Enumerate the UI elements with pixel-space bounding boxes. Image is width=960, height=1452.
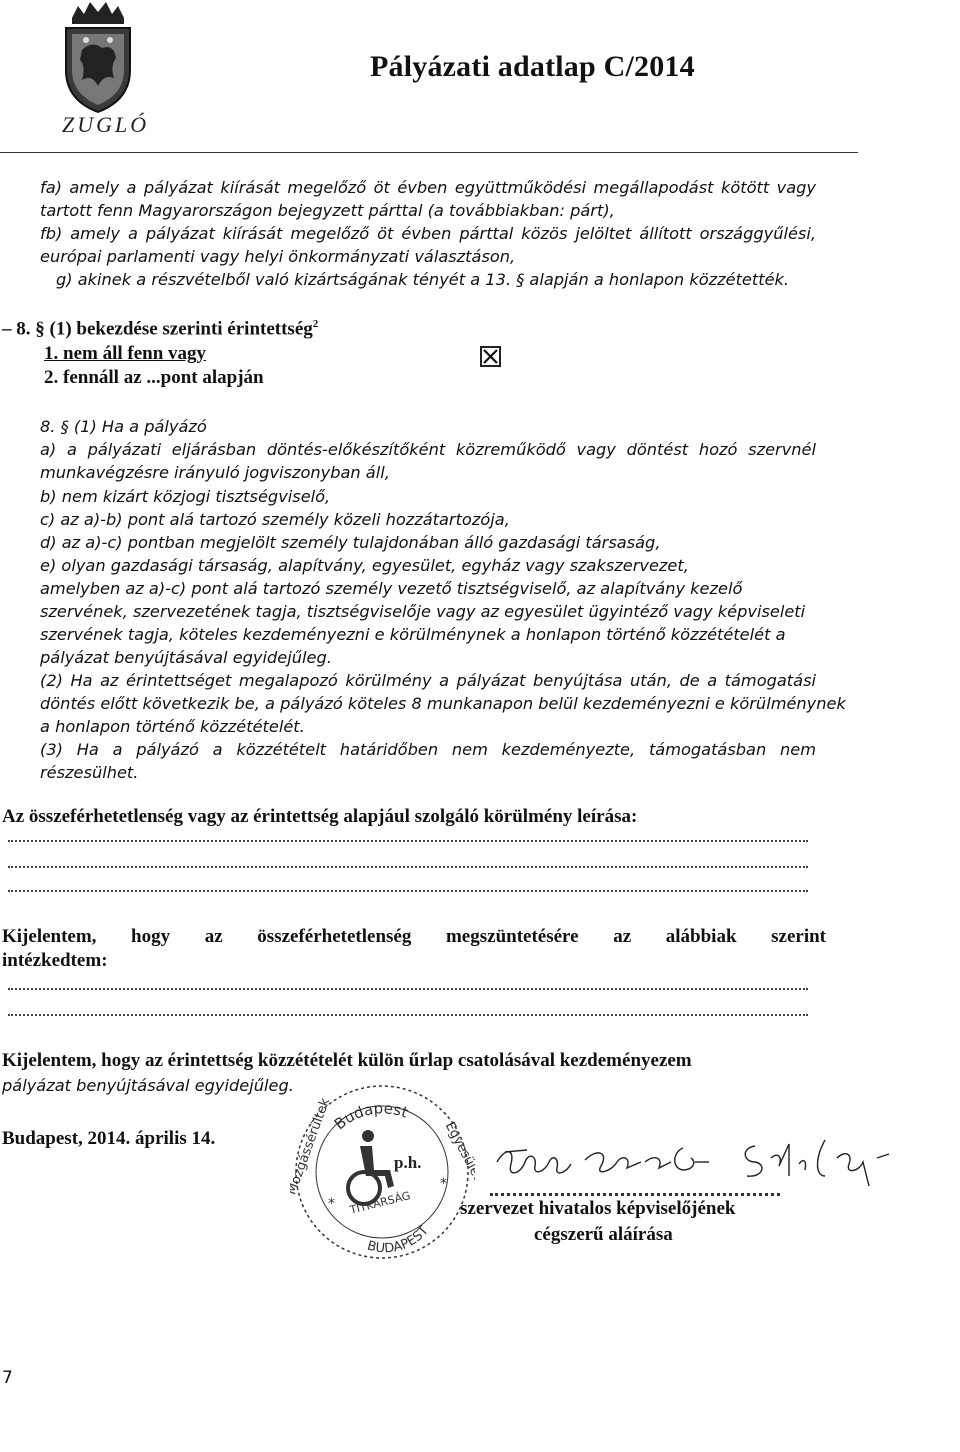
law-line: b) nem kizárt közjogi tisztségviselő,: [40, 487, 331, 506]
stamp-right-text: Egyesülete: [441, 1119, 475, 1191]
coat-of-arms-icon: [52, 0, 150, 140]
wheelchair-icon: [348, 1130, 394, 1204]
law-line: 8. § (1) Ha a pályázó: [40, 417, 207, 436]
stamp-star: *: [328, 1196, 335, 1212]
stamp-left-text: Mozgássérültek: [290, 1096, 334, 1197]
signature-caption-line1: szervezet hivatalos képviselőjének: [460, 1198, 736, 1219]
law-line: (2) Ha az érintettséget megalapozó körülmény a pályázat benyújtása után, de a támogatási: [40, 671, 816, 690]
dotted-fill-line: [8, 988, 808, 990]
document-title: Pályázati adatlap C/2014: [370, 50, 695, 83]
dotted-fill-line: [8, 866, 808, 868]
checkbox-option-1[interactable]: [480, 346, 501, 367]
signature-dotted-line: [490, 1193, 780, 1196]
dotted-fill-line: [8, 1014, 808, 1016]
section-heading: – 8. § (1) bekezdése szerinti érintettség$^2$: [2, 318, 319, 340]
law-line: a) a pályázati eljárásban döntés-előkészítőként közreműködő vagy döntést hozó szervnél: [40, 440, 816, 459]
place-and-date: Budapest, 2014. április 14.: [2, 1128, 216, 1149]
stamp-center-text: p.h.: [394, 1153, 422, 1172]
law-line: (3) Ha a pályázó a közzétételt határidőben nem kezdeményezte, támogatásban nem: [40, 740, 816, 759]
page-number: 7: [2, 1368, 13, 1388]
stamp-inner-text: TITKÁRSÁG: [348, 1189, 412, 1217]
dotted-fill-line: [8, 890, 808, 892]
law-line: c) az a)-b) pont alá tartozó személy közeli hozzátartozója,: [40, 510, 510, 529]
law-line: szervének, szervezetének tagja, tisztségviselője vagy az egyesület ügyintéző vagy képviseleti: [40, 602, 806, 621]
checkmark-icon: [482, 348, 499, 365]
logo-caption: ZUGLÓ: [62, 112, 150, 137]
law-line: a honlapon történő közzétételét.: [40, 717, 305, 736]
law-line: e) olyan gazdasági társaság, alapítvány, egyesület, egyház vagy szakszervezet,: [40, 556, 689, 575]
publication-label-line1: Kijelentem, hogy az érintettség közzétételét külön űrlap csatolásával kezdeményezem: [2, 1050, 692, 1071]
handwritten-signature: [485, 1118, 905, 1193]
law-line: szervének tagja, köteles kezdeményezni e körülménynek a honlapon történő közzétételét a: [40, 625, 786, 644]
law-line: pályázat benyújtásával egyidejűleg.: [40, 648, 332, 667]
measures-label-line2: intézkedtem:: [2, 950, 108, 971]
law-line: amelyben az a)-c) pont alá tartozó személy vezető tisztségviselő, az alapítvány kezelő: [40, 579, 743, 598]
footnote-mark: 2: [312, 318, 319, 330]
law-line: részesülhet.: [40, 763, 139, 782]
law-line: d) az a)-c) pontban megjelölt személy tulajdonában álló gazdasági társaság,: [40, 533, 661, 552]
stamp-bottom-text: BUDAPEST: [365, 1223, 432, 1257]
stamp-star: *: [440, 1176, 447, 1192]
intro-line: g) akinek a részvételből való kizártságának tényét a 13. § alapján a honlapon közzétették.: [56, 270, 790, 289]
law-line: döntés előtt következik be, a pályázó köteles 8 munkanapon belül kezdeményezni e körülménynek: [40, 694, 846, 713]
header-divider: [0, 152, 858, 153]
publication-label-line2: pályázat benyújtásával egyidejűleg.: [2, 1076, 294, 1095]
official-stamp: [290, 1080, 475, 1265]
intro-line: tartott fenn Magyarországon bejegyzett párttal (a továbbiakban: párt),: [40, 201, 615, 220]
law-line: munkavégzésre irányuló jogviszonyban áll,: [40, 463, 390, 482]
dotted-fill-line: [8, 840, 808, 842]
measures-label-line1: Kijelentem, hogy az összeférhetetlenség megszüntetésére az alábbiak szerint: [2, 926, 826, 947]
stamp-top-text: Budapest: [330, 1099, 411, 1134]
intro-line: európai parlamenti vagy helyi önkormányzati választáson,: [40, 247, 516, 266]
circumstance-label: Az összeférhetetlenség vagy az érintettség alapjául szolgáló körülmény leírása:: [2, 806, 638, 827]
option-2[interactable]: 2. fennáll az ...pont alapján: [44, 367, 264, 388]
intro-line: fa) amely a pályázat kiírását megelőző öt évben együttműködési megállapodást kötött vagy: [40, 178, 816, 197]
option-1[interactable]: 1. nem áll fenn vagy: [44, 343, 207, 364]
intro-line: fb) amely a pályázat kiírását megelőző öt évben párttal közös jelöltet állított országgyűlési,: [40, 224, 816, 243]
signature-caption-line2: cégszerű aláírása: [534, 1224, 673, 1245]
